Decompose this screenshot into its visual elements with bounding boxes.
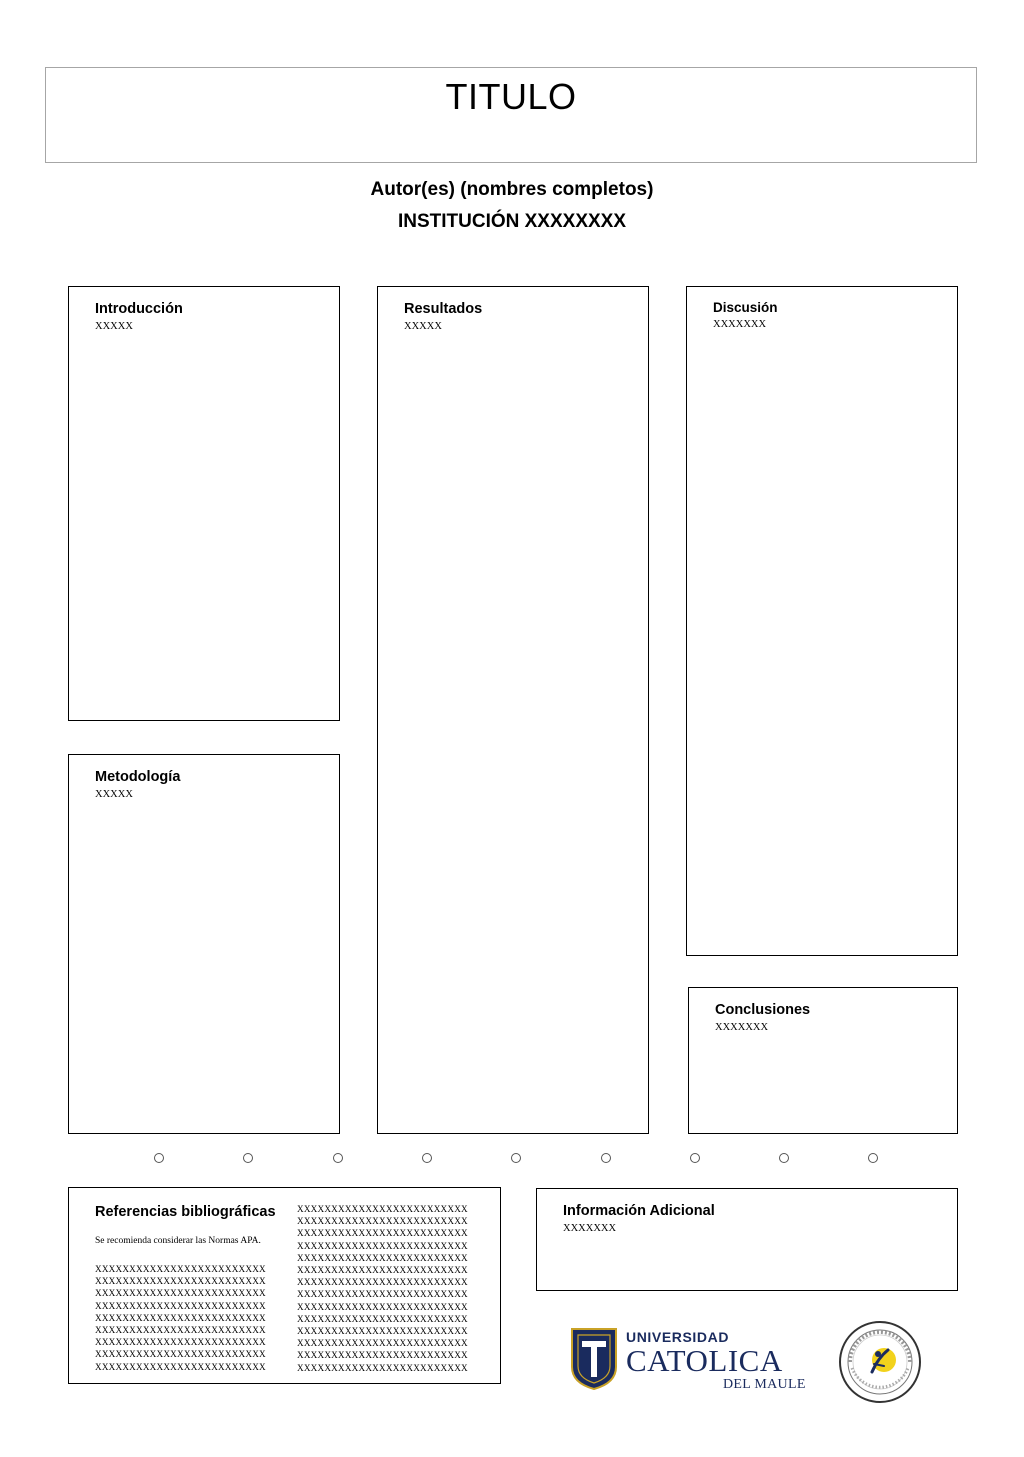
reference-line: XXXXXXXXXXXXXXXXXXXXXXXXX bbox=[95, 1337, 266, 1348]
section-body: XXXXXXX bbox=[563, 1223, 617, 1234]
ucm-logo bbox=[570, 1327, 810, 1397]
reference-line: XXXXXXXXXXXXXXXXXXXXXXXXX bbox=[297, 1301, 468, 1312]
reference-line: XXXXXXXXXXXXXXXXXXXXXXXXX bbox=[95, 1361, 266, 1372]
section-informacion-adicional bbox=[536, 1188, 958, 1291]
section-title: Referencias bibliográficas bbox=[95, 1204, 276, 1220]
reference-line: XXXXXXXXXXXXXXXXXXXXXXXXX bbox=[95, 1264, 266, 1274]
poster-institution: INSTITUCIÓN XXXXXXXX bbox=[397, 211, 627, 232]
reference-line: XXXXXXXXXXXXXXXXXXXXXXXXX bbox=[297, 1228, 468, 1239]
section-resultados bbox=[377, 286, 649, 1134]
reference-line: XXXXXXXXXXXXXXXXXXXXXXXXX bbox=[95, 1300, 266, 1311]
section-title: Información Adicional bbox=[563, 1203, 715, 1219]
section-body: XXXXX bbox=[95, 789, 133, 800]
reference-line: XXXXXXXXXXXXXXXXXXXXXXXXX bbox=[297, 1289, 468, 1300]
ucm-shield-icon bbox=[570, 1327, 618, 1391]
separator-dot-icon bbox=[422, 1153, 432, 1163]
section-introduccion bbox=[68, 286, 340, 721]
faculty-seal-icon bbox=[838, 1320, 922, 1404]
reference-line: XXXXXXXXXXXXXXXXXXXXXXXXX bbox=[95, 1288, 266, 1299]
separator-dot-icon bbox=[333, 1153, 343, 1163]
section-conclusiones bbox=[688, 987, 958, 1134]
reference-line: XXXXXXXXXXXXXXXXXXXXXXXXX bbox=[95, 1312, 266, 1323]
section-title: Discusión bbox=[713, 300, 778, 315]
section-body: XXXXX bbox=[404, 321, 442, 332]
section-metodologia bbox=[68, 754, 340, 1134]
separator-dot-icon bbox=[868, 1153, 878, 1163]
references-note: Se recomienda considerar las Normas APA. bbox=[95, 1236, 261, 1246]
reference-line: XXXXXXXXXXXXXXXXXXXXXXXXX bbox=[297, 1216, 468, 1227]
reference-line: XXXXXXXXXXXXXXXXXXXXXXXXX bbox=[297, 1313, 468, 1324]
reference-line: XXXXXXXXXXXXXXXXXXXXXXXXX bbox=[95, 1325, 266, 1336]
separator-dot-icon bbox=[779, 1153, 789, 1163]
section-title: Introducción bbox=[95, 301, 183, 317]
reference-line: XXXXXXXXXXXXXXXXXXXXXXXXX bbox=[297, 1350, 468, 1361]
ucm-logo-line2: CATOLICA bbox=[626, 1343, 783, 1378]
poster-authors: Autor(es) (nombres completos) bbox=[370, 179, 654, 200]
separator-dot-icon bbox=[243, 1153, 253, 1163]
section-title: Metodología bbox=[95, 769, 181, 785]
reference-line: XXXXXXXXXXXXXXXXXXXXXXXXX bbox=[297, 1204, 468, 1214]
reference-line: XXXXXXXXXXXXXXXXXXXXXXXXX bbox=[297, 1362, 468, 1373]
reference-line: XXXXXXXXXXXXXXXXXXXXXXXXX bbox=[95, 1276, 266, 1287]
section-body: XXXXXXX bbox=[713, 319, 767, 330]
title-box bbox=[45, 67, 977, 163]
dot-separator bbox=[0, 1153, 1024, 1167]
reference-line: XXXXXXXXXXXXXXXXXXXXXXXXX bbox=[297, 1240, 468, 1251]
reference-line: XXXXXXXXXXXXXXXXXXXXXXXXX bbox=[297, 1252, 468, 1263]
section-discusion bbox=[686, 286, 958, 956]
references-list-left bbox=[95, 1263, 266, 1373]
separator-dot-icon bbox=[601, 1153, 611, 1163]
reference-line: XXXXXXXXXXXXXXXXXXXXXXXXX bbox=[297, 1265, 468, 1276]
section-title: Resultados bbox=[404, 301, 483, 317]
section-body: XXXXX bbox=[95, 321, 133, 332]
reference-line: XXXXXXXXXXXXXXXXXXXXXXXXX bbox=[297, 1277, 468, 1288]
section-title: Conclusiones bbox=[715, 1002, 811, 1018]
references-list-right bbox=[297, 1203, 468, 1374]
separator-dot-icon bbox=[690, 1153, 700, 1163]
section-referencias bbox=[68, 1187, 501, 1384]
ucm-logo-line1: UNIVERSIDAD bbox=[626, 1329, 730, 1345]
reference-line: XXXXXXXXXXXXXXXXXXXXXXXXX bbox=[297, 1326, 468, 1337]
reference-line: XXXXXXXXXXXXXXXXXXXXXXXXX bbox=[95, 1349, 266, 1360]
section-body: XXXXXXX bbox=[715, 1022, 769, 1033]
reference-line: XXXXXXXXXXXXXXXXXXXXXXXXX bbox=[297, 1338, 468, 1349]
separator-dot-icon bbox=[511, 1153, 521, 1163]
ucm-logo-line3: DEL MAULE bbox=[723, 1377, 806, 1392]
poster-title: TITULO bbox=[445, 76, 577, 117]
separator-dot-icon bbox=[154, 1153, 164, 1163]
